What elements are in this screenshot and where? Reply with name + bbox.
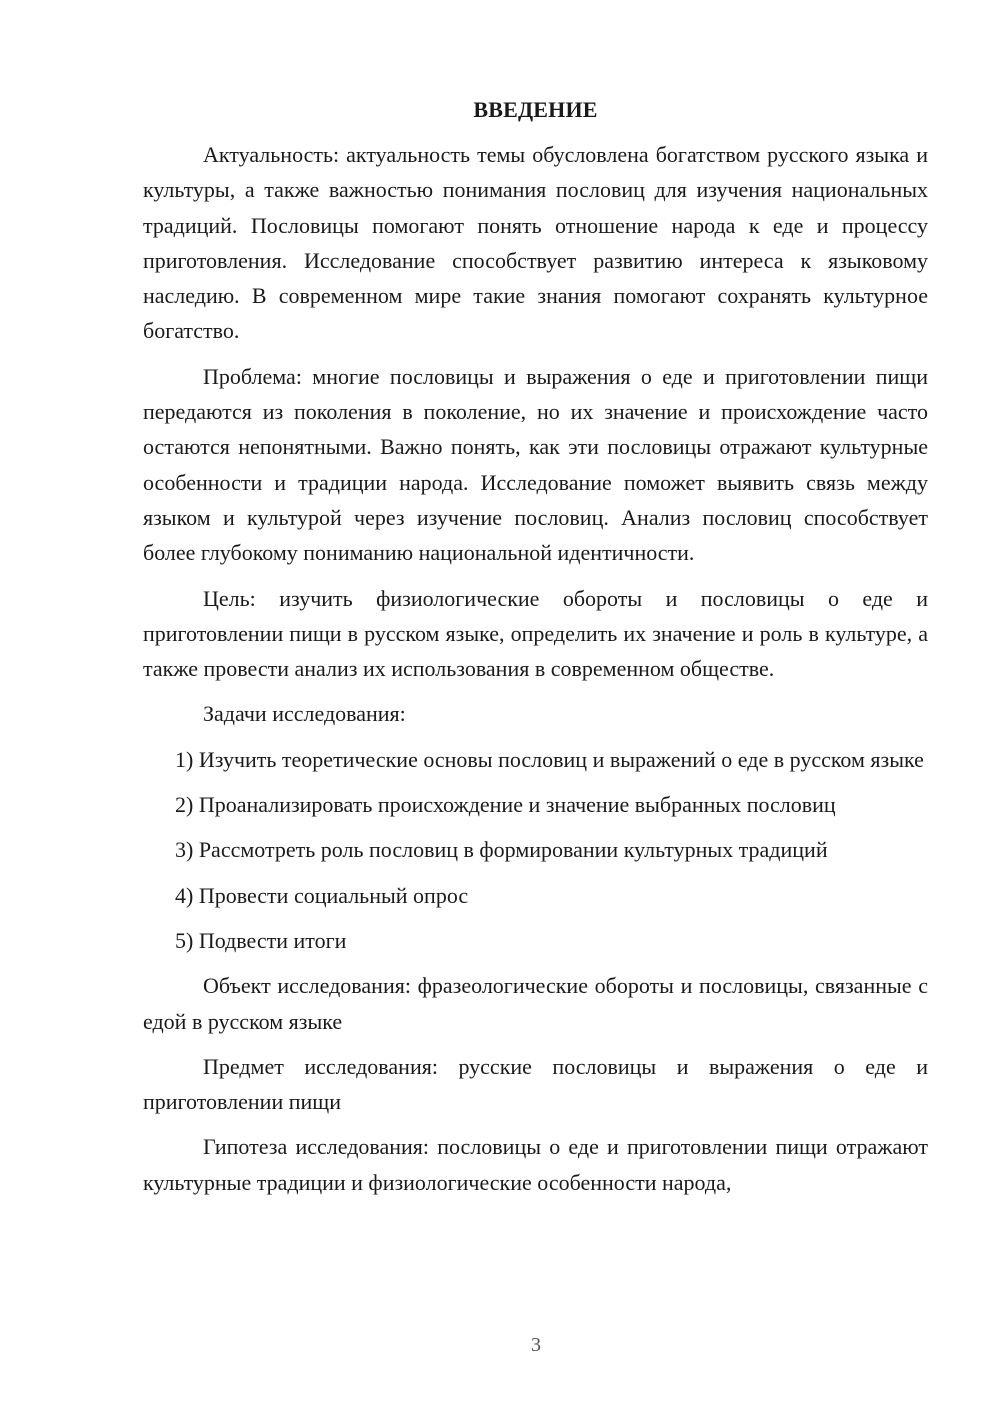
problem-paragraph: Проблема: многие пословицы и выражения о еде и приготовлении пищи передаются из поколения в поколение, но их значение и происхождение часто остаются непонятными. Важно понять, как эти пословицы отражают культурные особенности и традиции народа. Исследование поможет выявить связь между языком и культурой через изучение пословиц. Анализ пословиц способствует более глубокому пониманию национальной идентичности. (143, 363, 928, 566)
object-paragraph: Объект исследования: фразеологические обороты и пословицы, связанные с едой в русском языке (143, 973, 928, 1034)
goal-paragraph: Цель: изучить физиологические обороты и пословицы о еде и приготовлении пищи в русском языке, определить их значение и роль в культуре, а также провести анализ их использования в современном обществе. (143, 585, 928, 682)
task-item-2: 2) Проанализировать происхождение и значение выбранных пословиц (175, 792, 836, 818)
task-item-5: 5) Подвести итоги (175, 927, 347, 953)
subject-paragraph: Предмет исследования: русские пословицы и выражения о еде и приготовлении пищи (143, 1053, 928, 1115)
task-item-3: 3) Рассмотреть роль пословиц в формировании культурных традиций (175, 837, 828, 863)
relevance-paragraph: Актуальность: актуальность темы обусловлена богатством русского языка и культуры, а также важностью понимания пословиц для изучения национальных традиций. Пословицы помогают понять отношение народа к еде и процессу приготовления. Исследование способствует развитию интереса к языковому наследию. В современном мире такие знания помогают сохранять культурное богатство. (143, 142, 928, 344)
page-number: 3 (531, 1334, 541, 1356)
page-title: ВВЕДЕНИЕ (473, 97, 598, 122)
document-page (143, 92, 928, 1210)
task-item-1: 1) Изучить теоретические основы пословиц и выражений о еде в русском языке (175, 746, 924, 772)
task-item-4: 4) Провести социальный опрос (175, 882, 469, 908)
hypothesis-paragraph: Гипотеза исследования: пословицы о еде и приготовлении пищи отражают культурные традиции и физиологические особенности народа, (143, 1134, 928, 1195)
tasks-heading: Задачи исследования: (203, 701, 406, 727)
